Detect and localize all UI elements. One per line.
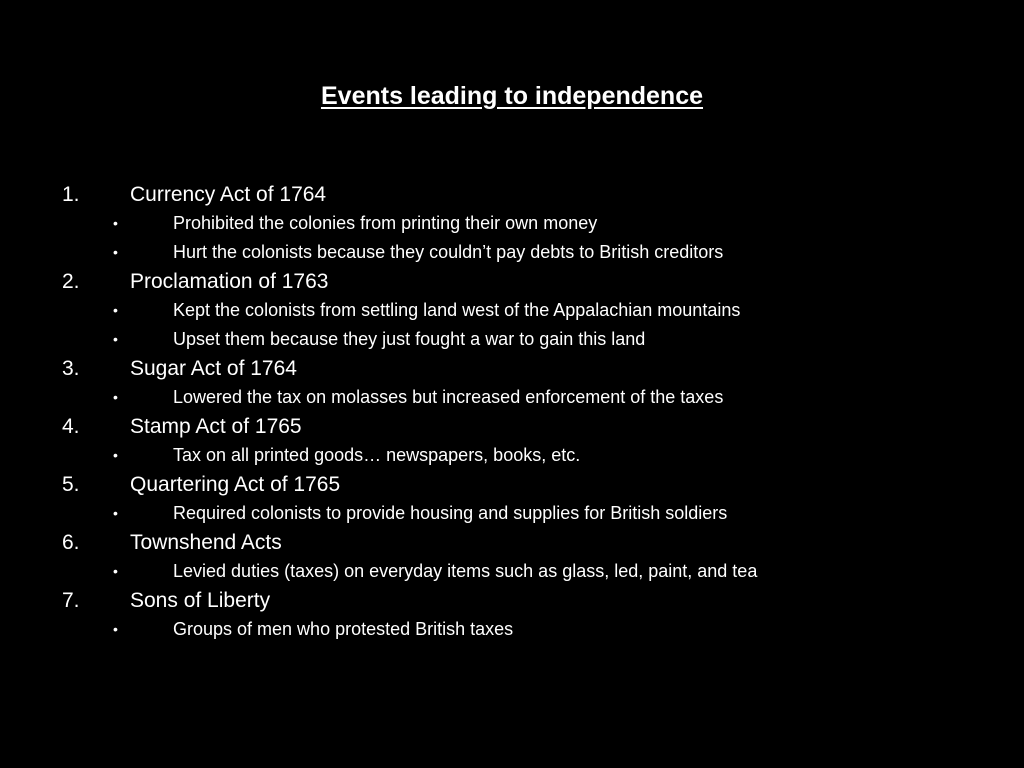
sub-bullet <box>0 296 1024 325</box>
item-label: Stamp Act of 1765 <box>130 415 302 438</box>
item-label: Sons of Liberty <box>130 589 271 612</box>
item-label: Townshend Acts <box>130 531 282 554</box>
list-item <box>0 354 1024 383</box>
sub-bullet-text: Kept the colonists from settling land west of the Appalachian mountains <box>173 300 741 320</box>
item-number: 5. <box>62 473 80 496</box>
sub-bullet <box>0 557 1024 586</box>
item-number: 7. <box>62 589 80 612</box>
sub-bullet-text: Levied duties (taxes) on everyday items such as glass, led, paint, and tea <box>173 561 758 581</box>
list-item <box>0 267 1024 296</box>
sub-bullet-text: Groups of men who protested British taxes <box>173 619 514 639</box>
sub-bullet-text: Tax on all printed goods… newspapers, books, etc. <box>173 445 581 465</box>
sub-bullet <box>0 209 1024 238</box>
item-number: 1. <box>62 183 80 206</box>
list-item <box>0 586 1024 615</box>
item-number: 3. <box>62 357 80 380</box>
sub-bullet <box>0 441 1024 470</box>
item-number: 4. <box>62 415 80 438</box>
bullet-icon: • <box>113 215 118 231</box>
sub-bullet <box>0 325 1024 354</box>
sub-bullet <box>0 499 1024 528</box>
sub-bullet-text: Upset them because they just fought a war to gain this land <box>173 329 646 349</box>
sub-bullet-text: Lowered the tax on molasses but increased enforcement of the taxes <box>173 387 724 407</box>
sub-bullet <box>0 238 1024 267</box>
item-label: Quartering Act of 1765 <box>130 473 341 496</box>
sub-bullet <box>0 615 1024 644</box>
bullet-icon: • <box>113 244 118 260</box>
sub-bullet-text: Hurt the colonists because they couldn’t pay debts to British creditors <box>173 242 724 262</box>
item-number: 6. <box>62 531 80 554</box>
item-label: Proclamation of 1763 <box>130 270 329 293</box>
bullet-icon: • <box>113 389 118 405</box>
sub-bullet <box>0 383 1024 412</box>
item-number: 2. <box>62 270 80 293</box>
bullet-icon: • <box>113 447 118 463</box>
sub-bullet-text: Prohibited the colonies from printing their own money <box>173 213 598 233</box>
slide-title: Events leading to independence <box>320 82 704 110</box>
events-list <box>0 180 1024 644</box>
list-item <box>0 528 1024 557</box>
item-label: Sugar Act of 1764 <box>130 357 297 380</box>
sub-bullet-text: Required colonists to provide housing and supplies for British soldiers <box>173 503 728 523</box>
list-item <box>0 180 1024 209</box>
list-item <box>0 470 1024 499</box>
bullet-icon: • <box>113 331 118 347</box>
bullet-icon: • <box>113 563 118 579</box>
bullet-icon: • <box>113 621 118 637</box>
bullet-icon: • <box>113 302 118 318</box>
item-label: Currency Act of 1764 <box>130 183 327 206</box>
bullet-icon: • <box>113 505 118 521</box>
list-item <box>0 412 1024 441</box>
